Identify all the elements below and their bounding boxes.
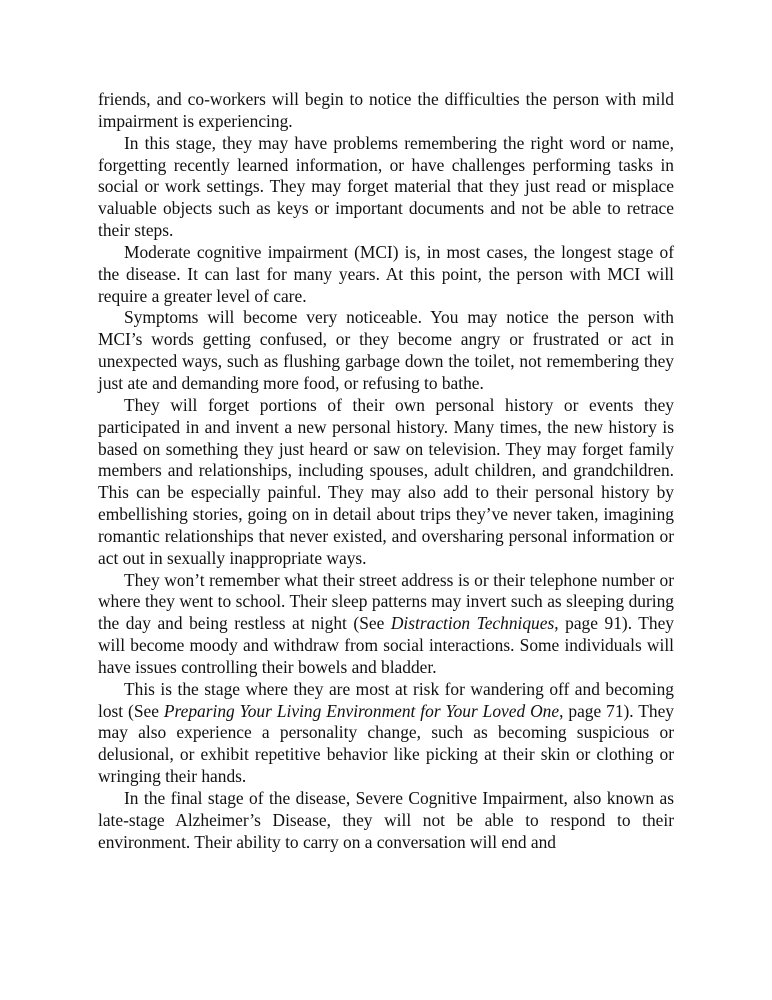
paragraph-text: , page 71). They may also experience a personality change, such as becoming suspicious or delusional, or exhibit repetitive behavior like picking at their skin or clothing or wringing their hands.: [98, 700, 674, 787]
paragraph-text: This is the stage where they are most at risk for wandering off and becoming lost (See: [98, 678, 674, 721]
paragraph-text: , page 91). They will become moody and withdraw from social interactions. Some individuals will have issues controlling their bowels and bladder.: [98, 613, 675, 677]
paragraph-6: [98, 570, 674, 679]
page-body: [98, 89, 674, 854]
book-section-reference: Distraction Techniques: [390, 613, 555, 634]
paragraph-text: They will forget portions of their own personal history or events they participated in and invent a new personal history. Many times, the new history is based on something they just heard or saw on television. They may forget family members and relationships, including spouses, adult children, and grandchildren. This can be especially painful. They may also add to their personal history by embellishing stories, going on in detail about trips they’ve never taken, imagining romantic relationships that never existed, and oversharing personal information or act out in sexually inappropriate ways.: [98, 394, 674, 568]
paragraph-text: Symptoms will become very noticeable. You may notice the person with MCI’s words getting confused, or they become angry or frustrated or act in unexpected ways, such as flushing garbage down the toilet, not remembering they just ate and demanding more food, or refusing to bathe.: [98, 307, 674, 393]
paragraph-7: [98, 679, 674, 788]
paragraph-3: [98, 242, 674, 308]
paragraph-text: They won’t remember what their street address is or their telephone number or where they went to school. Their sleep patterns may invert such as sleeping during the day and being restless at night (See: [98, 569, 674, 634]
paragraph-1: [98, 89, 674, 133]
paragraph-4: [98, 307, 674, 394]
paragraph-text: friends, and co-workers will begin to notice the difficulties the person with mild impairment is experiencing.: [98, 89, 674, 131]
book-section-reference: Preparing Your Living Environment for Your Loved One: [163, 700, 560, 721]
paragraph-8: [98, 788, 674, 854]
paragraph-text: Moderate cognitive impairment (MCI) is, in most cases, the longest stage of the disease. It can last for many years. At this point, the person with MCI will require a greater level of care.: [98, 241, 674, 306]
paragraph-5: [98, 395, 674, 570]
paragraph-text: In the final stage of the disease, Severe Cognitive Impairment, also known as late-stage Alzheimer’s Disease, they will not be able to respond to their environment. Their ability to carry on a conversation will end and: [98, 788, 674, 852]
paragraph-2: [98, 133, 674, 242]
paragraph-text: In this stage, they may have problems remembering the right word or name, forgetting recently learned information, or have challenges performing tasks in social or work settings. They may forget material that they just read or misplace valuable objects such as keys or important documents and not be able to retrace their steps.: [98, 132, 674, 241]
